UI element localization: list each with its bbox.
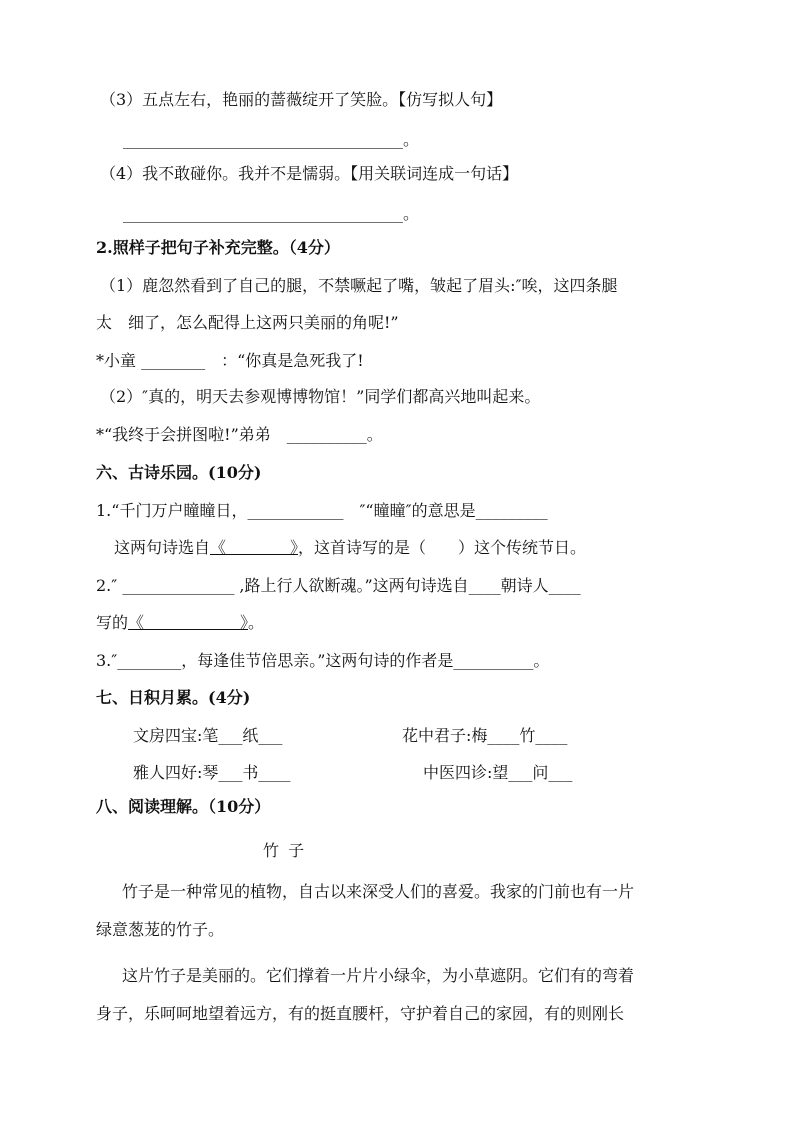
section8-heading: 八、阅读理解。（10分） xyxy=(96,797,271,816)
sec7-row1-right: 花中君子:梅____竹____ xyxy=(402,726,568,745)
sec6-q3-line: 3.″________，每逢佳节倍思亲。”这两句诗的作者是__________。 xyxy=(96,651,550,670)
section7-heading: 七、日积月累。(4分) xyxy=(96,688,251,707)
sec6-q2-line2 xyxy=(96,613,264,633)
sec6-q1-book-blank: 《 》 xyxy=(210,538,299,557)
reading-p1-line1: 竹子是一种常见的植物，自古以来深受人们的喜爱。我家的门前也有一片 xyxy=(122,882,635,901)
sec6-q1-line1: 1.“千门万户瞳瞳日，____________ ″“瞳瞳″的意思是_________ xyxy=(96,501,548,520)
sec6-q2-line2-a: 写的 xyxy=(96,613,129,632)
sec6-q2-line2-b: 。 xyxy=(248,613,265,632)
q2-item1-line2: 太 细了，怎么配得上这两只美丽的角呢!” xyxy=(96,313,399,332)
sec6-q2-line1: 2.″ ______________ ,路上行人欲断魂。”这两句诗选自____朝诗人____ xyxy=(96,576,581,595)
q1-item3-answer-blank: ___________________________________。 xyxy=(123,130,420,149)
q2-heading: 2.照样子把句子补充完整。（4分） xyxy=(96,238,340,257)
q1-item3-text: （3）五点左右，艳丽的蔷薇绽开了笑脸。【仿写拟人句】 xyxy=(100,90,503,109)
sec6-q2-book-blank: 《 》 xyxy=(128,613,249,632)
q1-item4-text: （4）我不敢碰你。我并不是懦弱。【用关联词连成一句话】 xyxy=(100,164,519,183)
q2-item1-line1: （1）鹿忽然看到了自己的腿，不禁噘起了嘴，皱起了眉头:″唉，这四条腿 xyxy=(100,276,618,295)
q2-item2-line: （2）″真的，明天去参观博博物馆！”同学们都高兴地叫起来。 xyxy=(100,387,541,406)
reading-p2-line2: 身子，乐呵呵地望着远方，有的挺直腰杆，守护着自己的家园，有的则刚长 xyxy=(96,1004,625,1023)
q1-item4-answer-blank: ___________________________________。 xyxy=(123,204,420,223)
section6-heading: 六、古诗乐园。(10分) xyxy=(96,463,262,482)
reading-p1-line2: 绿意葱茏的竹子。 xyxy=(96,920,225,939)
sec6-q1-line2-a: 这两句诗选自 xyxy=(114,538,211,557)
sec7-row1-left: 文房四宝:笔___纸___ xyxy=(133,726,283,745)
sec7-row2-right: 中医四诊:望___问___ xyxy=(423,763,573,782)
sec6-q1-line2-b: ，这首诗写的是（ ）这个传统节日。 xyxy=(298,538,587,557)
reading-title: 竹 子 xyxy=(263,841,307,860)
q2-item1-answer: *小童 ________ ：“你真是急死我了! xyxy=(96,351,364,370)
sec7-row2-left: 雅人四好:琴___书____ xyxy=(133,763,291,782)
q2-item2-answer: *“我终于会拼图啦!”弟弟 __________。 xyxy=(96,425,383,444)
sec6-q1-line2 xyxy=(114,538,586,558)
reading-p2-line1: 这片竹子是美丽的。它们撑着一片片小绿伞，为小草遮阴。它们有的弯着 xyxy=(122,966,635,985)
